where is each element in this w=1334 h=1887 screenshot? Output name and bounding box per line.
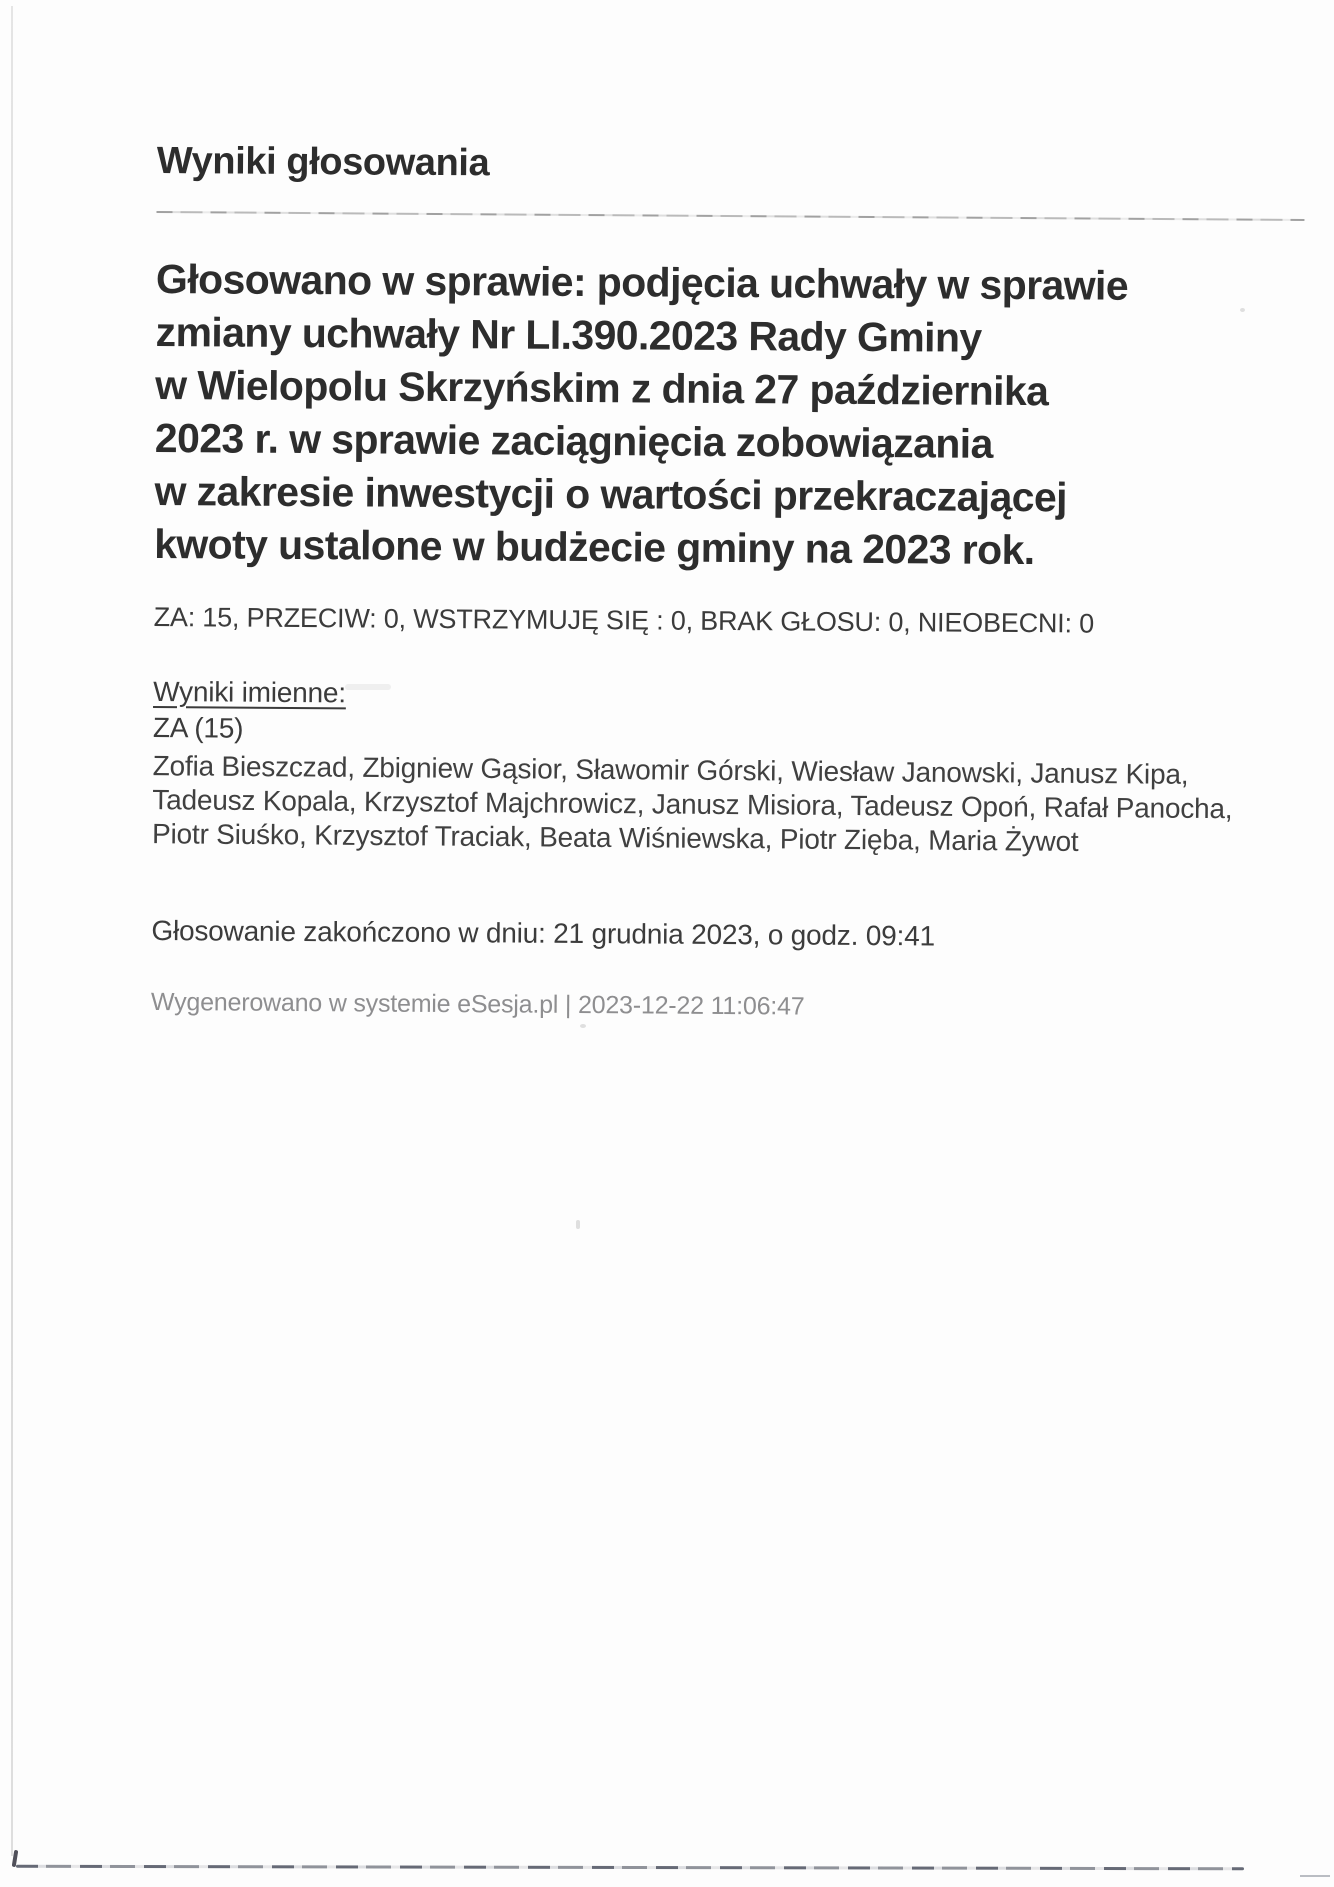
scan-speck-artifact — [580, 1024, 586, 1028]
scan-speck-artifact — [576, 1220, 580, 1229]
voter-names-line: Tadeusz Kopala, Krzysztof Majchrowicz, Janusz Misiora, Tadeusz Opoń, Rafał Panocha, — [152, 784, 1233, 825]
voter-names-line: Piotr Siuśko, Krzysztof Traciak, Beata Wiśniewska, Piotr Zięba, Maria Żywot — [151, 818, 1079, 857]
voter-names — [152, 749, 1313, 861]
generator-footer: Wygenerowano w systemie eSesja.pl | 2023-12-22 11:06:47 — [150, 987, 805, 1021]
scan-bottom-edge-segment — [1300, 1875, 1330, 1877]
voting-subject-heading — [154, 253, 1316, 579]
vote-summary: ZA: 15, PRZECIW: 0, WSTRZYMUJĘ SIĘ : 0, BRAK GŁOSU: 0, NIEOBECNI: 0 — [153, 601, 1095, 639]
title-separator-line — [156, 211, 1304, 221]
named-results-label: Wyniki imienne: — [153, 675, 347, 709]
voter-names-line: Zofia Bieszczad, Zbigniew Gąsior, Sławomir Górski, Wiesław Janowski, Janusz Kipa, — [152, 750, 1189, 790]
subject-line: w Wielopolu Skrzyńskim z dnia 27 października — [155, 361, 1049, 415]
subject-line: w zakresie inwestycji o wartości przekraczającej — [154, 467, 1068, 521]
scan-smudge-artifact — [345, 684, 391, 690]
subject-line: kwoty ustalone w budżecie gminy na 2023 rok. — [154, 520, 1035, 574]
subject-line: Głosowano w sprawie: podjęcia uchwały w sprawie — [155, 255, 1129, 309]
subject-line: zmiany uchwały Nr LI.390.2023 Rady Gminy — [155, 308, 982, 361]
za-group-label: ZA (15) — [152, 711, 244, 744]
document-content — [151, 138, 1317, 1025]
scan-left-edge-line — [11, 6, 13, 1856]
page-title: Wyniki głosowania — [156, 139, 490, 185]
scan-bottom-edge-line — [16, 1865, 1244, 1871]
subject-line: 2023 r. w sprawie zaciągnięcia zobowiązania — [154, 414, 993, 467]
vote-closed-line: Głosowanie zakończono w dniu: 21 grudnia 2023, o godz. 09:41 — [151, 914, 936, 952]
scan-speck-artifact — [1240, 308, 1245, 312]
